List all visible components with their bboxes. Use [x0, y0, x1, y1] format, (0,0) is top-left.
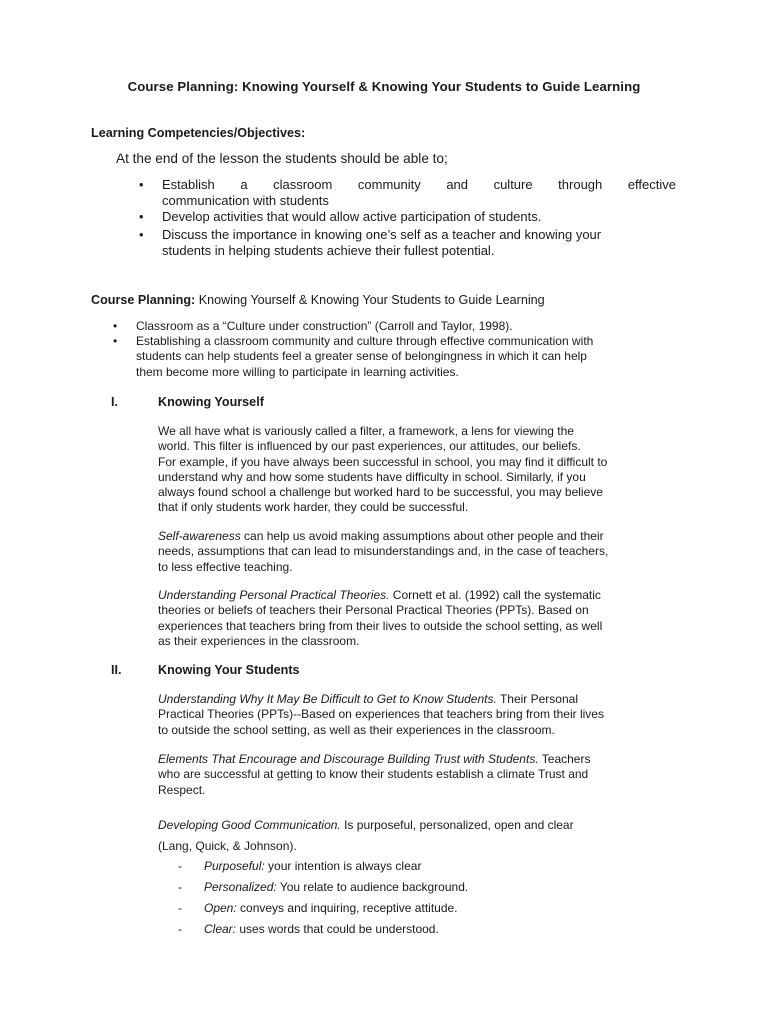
objective-line: Develop activities that would allow active participation of students. [162, 209, 542, 224]
list-item [0, 319, 768, 334]
bullet-icon: • [113, 334, 118, 348]
section-numeral: I. [111, 395, 118, 409]
list-item [0, 334, 768, 380]
objective-line: Establish a classroom community and culture through effective [162, 177, 676, 192]
page-title: Course Planning: Knowing Yourself & Knowing Your Students to Guide Learning [127, 79, 641, 94]
knowing-students-para2: Elements That Encourage and Discourage Building Trust with Students. Teachers who are successful at getting to know their students establish a climate Trust and Respect. [158, 752, 591, 797]
section-heading: Knowing Your Students [158, 663, 300, 677]
objective-line: Discuss the importance in knowing one’s self as a teacher and knowing your [162, 227, 602, 242]
communication-line1: Developing Good Communication. Is purposeful, personalized, open and clear [158, 818, 574, 832]
section-heading: Knowing Yourself [158, 395, 264, 409]
course-planning-line [91, 293, 545, 307]
bullet-icon: • [113, 319, 118, 333]
objective-line: students in helping students achieve their fullest potential. [162, 243, 495, 258]
dash-icon: - [178, 922, 182, 936]
bullet-text: Classroom as a “Culture under construction” (Carroll and Taylor, 1998). [136, 319, 513, 333]
course-planning-label: Course Planning: [91, 293, 196, 307]
dash-icon: - [178, 859, 182, 873]
bullet-icon: • [139, 227, 144, 242]
knowing-students-para1: Understanding Why It May Be Difficult to Get to Know Students. Their Personal Practical Theories (PPTs)--Based on experiences that teachers bring from their lives to outside the school setting, as well as their experiences in the classroom. [158, 692, 604, 737]
objectives-intro: At the end of the lesson the students should be able to; [116, 151, 448, 166]
knowing-yourself-para1: We all have what is variously called a filter, a framework, a lens for viewing the world. This filter is influenced by our past experiences, our attitudes, our beliefs. For example, if you have always been successful in school, you may find it difficult to understand why and how some students have difficulty in school. Similarly, if you always found school a challenge but worked hard to be successful, you may believe that if only students work harder, they could be successful. [158, 424, 608, 515]
section-numeral: II. [111, 663, 122, 677]
knowing-yourself-para3: Understanding Personal Practical Theories. Cornett et al. (1992) call the systematic theories or beliefs of teachers their Personal Practical Theories (PPTs). Based on experiences that teachers bring from their lives to outside the school setting, as well as their experiences in the classroom. [158, 588, 603, 648]
bullet-text: Establishing a classroom community and culture through effective communication with students can help students feel a greater sense of belongingness in which it can help them become more willing to participate in learning activities. [136, 334, 594, 379]
objective-line: communication with students [162, 193, 329, 208]
course-planning-bullets [0, 319, 768, 380]
bullet-icon: • [139, 177, 144, 192]
objectives-heading: Learning Competencies/Objectives: [91, 126, 306, 140]
bullet-icon: • [139, 209, 144, 224]
dash-icon: - [178, 901, 182, 915]
dash-icon: - [178, 880, 182, 894]
knowing-yourself-para2: Self-awareness can help us avoid making assumptions about other people and their needs, assumptions that can lead to misunderstandings and, in the case of teachers, to less effective teaching. [158, 529, 609, 574]
document-page: Course Planning: Knowing Yourself & Knowing Your Students to Guide Learning Learning Competencies/Objectives: At the end of the lesson the students should be able to; • Establish a classroom community and culture through effective communication with students • Develop activities that would allow active participation of students. • Discuss the importance in knowing one’s self as a teacher and knowing your students in helping students achieve their fullest potential. Course Planning: Knowing Yourself & Knowing Your Students to Guide Learning • Classroom as a “Culture under construction” (Carroll and Taylor, 1998). • Establishing a classroom community and culture through effective communication with students can help students feel a greater sense of belongingness in which it can help them become more willing to participate in learning activities. I. Knowing Yourself We all have what is variously called a filter, a framework, a lens for viewing the world. This filter is influenced by our past experiences, our attitudes, our beliefs. For example, if you have always been successful in school, you may find it difficult to understand why and how some students have difficulty in school. Similarly, if you always found school a challenge but worked hard to be successful, you may believe that if only students work harder, they could be successful. Self-awareness can help us avoid making assumptions about other people and their needs, assumptions that can lead to misunderstandings and, in the case of teachers, to less effective teaching. Understanding Personal Practical Theories. Cornett et al. (1992) call the systematic theories or beliefs of teachers their Personal Practical Theories (PPTs). Based on experiences that teachers bring from their lives to outside the school setting, as well as their experiences in the classroom. II. Knowing Your Students Understanding Why It May Be Difficult to Get to Know Students. Their Personal Practical Theories (PPTs)--Based on experiences that teachers bring from their lives to outside the school setting, as well as their experiences in the classroom. Elements That Encourage and Discourage Building Trust with Students. Teachers who are successful at getting to know their students establish a climate Trust and Respect. Developing Good Communication. Is purposeful, personalized, open and clear (Lang, Quick, & Johnson). - Purposeful: your intention is always clear - Personalized: You relate to audience background. - Open: conveys and inquiring, receptive attitude. - Clear: uses words that could be understood. [0, 0, 768, 1024]
communication-line2: (Lang, Quick, & Johnson). [158, 839, 297, 853]
course-planning-text: Knowing Yourself & Knowing Your Students to Guide Learning [195, 293, 545, 307]
